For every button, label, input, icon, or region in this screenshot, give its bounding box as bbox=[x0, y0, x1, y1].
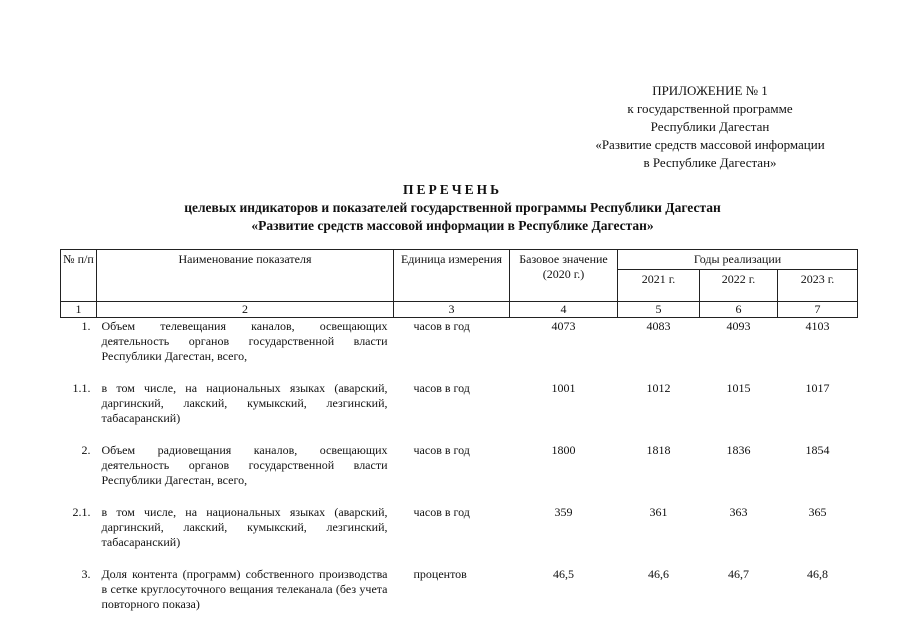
row-unit: часов в год bbox=[413, 381, 470, 395]
column-number: 1 bbox=[61, 302, 97, 318]
header-name: Наименование показателя bbox=[97, 250, 394, 302]
column-number: 5 bbox=[618, 302, 700, 318]
title-line: целевых индикаторов и показателей государственной программы Республики Дагестан bbox=[184, 200, 721, 215]
row-2023: 46,8 bbox=[807, 567, 828, 581]
row-2023: 365 bbox=[808, 505, 827, 519]
row-2021: 1818 bbox=[646, 443, 671, 457]
row-2021: 361 bbox=[649, 505, 668, 519]
row-base: 1800 bbox=[551, 443, 576, 457]
column-number: 6 bbox=[700, 302, 778, 318]
header-year-2022: 2022 г. bbox=[700, 270, 778, 302]
row-2022: 46,7 bbox=[728, 567, 749, 581]
row-unit: часов в год bbox=[413, 443, 470, 457]
table-row bbox=[61, 504, 858, 566]
header-year-2023: 2023 г. bbox=[778, 270, 858, 302]
row-name: в том числе, на национальных языках (аварский, даргинский, лакский, кумыкский, лезгинский, табасаранский) bbox=[101, 381, 388, 425]
row-num: 1. bbox=[81, 319, 91, 333]
header-num: № п/п bbox=[61, 250, 97, 302]
column-number: 3 bbox=[394, 302, 510, 318]
column-number: 2 bbox=[97, 302, 394, 318]
row-num: 1.1. bbox=[72, 381, 91, 395]
row-2021: 4083 bbox=[646, 319, 671, 333]
row-2021: 1012 bbox=[646, 381, 671, 395]
row-2023: 1854 bbox=[805, 443, 830, 457]
row-name: Объем телевещания каналов, освещающих деятельность органов государственной власти Республики Дагестан, всего, bbox=[101, 319, 388, 363]
table-row bbox=[61, 566, 858, 613]
row-2021: 46,6 bbox=[648, 567, 669, 581]
header-years-group: Годы реализации bbox=[618, 250, 858, 270]
row-2022: 4093 bbox=[726, 319, 751, 333]
indicators-table bbox=[60, 249, 858, 613]
appendix-line: Республики Дагестан bbox=[650, 119, 770, 134]
appendix-line: ПРИЛОЖЕНИЕ № 1 bbox=[652, 83, 768, 98]
title-heading: ПЕРЕЧЕНЬ bbox=[402, 182, 503, 197]
row-name: в том числе, на национальных языках (аварский, даргинский, лакский, кумыкский, лезгинский, табасаранский) bbox=[101, 505, 388, 549]
table-row bbox=[61, 318, 858, 381]
appendix-note bbox=[560, 82, 860, 172]
row-name: Доля контента (программ) собственного производства в сетке круглосуточного вещания телеканала (без учета повторного показа) bbox=[101, 567, 388, 611]
table-row bbox=[61, 380, 858, 442]
row-num: 2. bbox=[81, 443, 91, 457]
appendix-line: к государственной программе bbox=[627, 101, 793, 116]
document-title bbox=[0, 181, 905, 235]
row-num: 2.1. bbox=[72, 505, 91, 519]
row-2023: 4103 bbox=[805, 319, 830, 333]
row-2023: 1017 bbox=[805, 381, 830, 395]
row-2022: 1836 bbox=[726, 443, 751, 457]
row-name: Объем радиовещания каналов, освещающих деятельность органов государственной власти Республики Дагестан, всего, bbox=[101, 443, 388, 487]
header-base: Базовое значение (2020 г.) bbox=[510, 250, 618, 302]
row-2022: 1015 bbox=[726, 381, 751, 395]
row-num: 3. bbox=[81, 567, 91, 581]
row-unit: часов в год bbox=[413, 319, 470, 333]
row-base: 4073 bbox=[551, 319, 576, 333]
row-base: 359 bbox=[554, 505, 573, 519]
appendix-line: в Республике Дагестан» bbox=[643, 155, 777, 170]
row-unit: процентов bbox=[413, 567, 467, 581]
header-unit: Единица измерения bbox=[394, 250, 510, 302]
column-number: 7 bbox=[778, 302, 858, 318]
appendix-line: «Развитие средств массовой информации bbox=[595, 137, 825, 152]
header-year-2021: 2021 г. bbox=[618, 270, 700, 302]
row-base: 1001 bbox=[551, 381, 576, 395]
table-row bbox=[61, 442, 858, 504]
row-2022: 363 bbox=[729, 505, 748, 519]
column-number: 4 bbox=[510, 302, 618, 318]
row-base: 46,5 bbox=[553, 567, 574, 581]
row-unit: часов в год bbox=[413, 505, 470, 519]
title-line: «Развитие средств массовой информации в Республике Дагестан» bbox=[251, 218, 654, 233]
